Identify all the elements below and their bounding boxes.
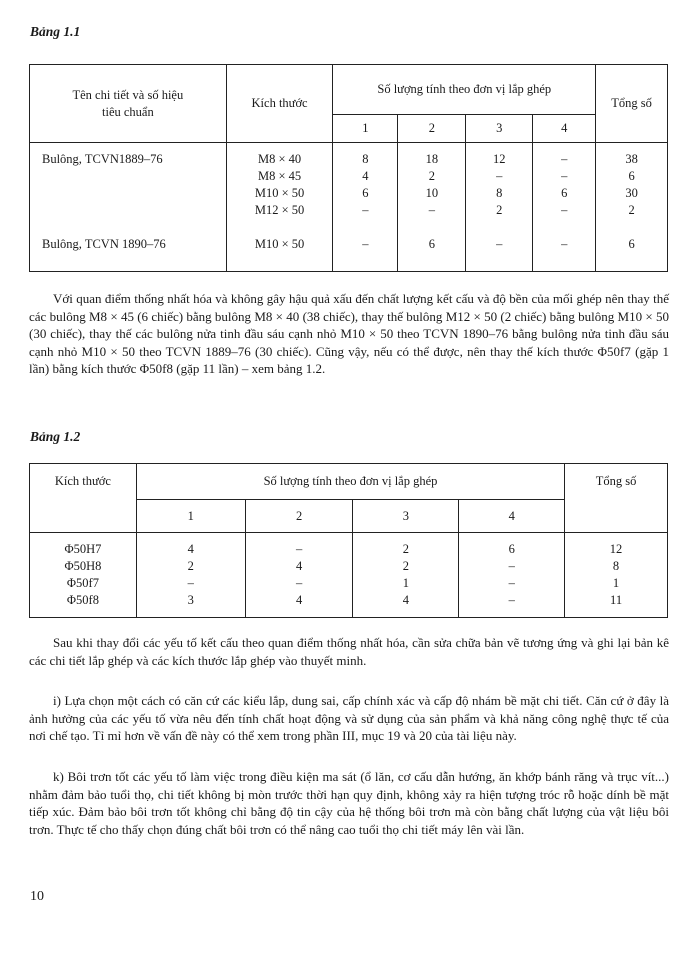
t2-cell: –	[187, 576, 194, 590]
t1-cell: 8	[362, 152, 369, 166]
t1-cell: –	[561, 152, 568, 166]
t2-cell: –	[508, 593, 515, 607]
t1-cell: –	[362, 203, 369, 217]
table2-caption: Bảng 1.2	[30, 429, 81, 444]
t1-size-row1: M8 × 40	[257, 152, 302, 166]
t2-cell: 3	[187, 593, 194, 607]
t1-unit-2: 2	[398, 115, 466, 143]
t1-cell: 6	[628, 169, 635, 183]
t1-cell: 2	[496, 203, 503, 217]
t2-unit-2: 2	[245, 500, 353, 533]
t2-col-u1	[136, 533, 245, 618]
t1-cell: 2	[428, 169, 435, 183]
t1-cell: –	[496, 169, 503, 183]
t2-cell: 1	[402, 576, 410, 590]
t1-cell: 6	[561, 186, 568, 200]
t2-cell: 12	[609, 542, 623, 556]
t1-cell: –	[561, 169, 568, 183]
t2-cell: 4	[295, 559, 303, 573]
t2-col-u2	[245, 533, 353, 618]
t1-unit-1: 1	[333, 115, 398, 143]
t1-header-total: Tổng số	[596, 65, 668, 143]
t2-header-qty: Số lượng tính theo đơn vị lắp ghép	[136, 464, 564, 500]
t2-header-total: Tổng số	[565, 464, 668, 533]
t1-cell: 10	[425, 186, 439, 200]
t2-header-size: Kích thước	[30, 464, 137, 533]
t2-col-u4	[459, 533, 565, 618]
t2-cell: 6	[508, 542, 515, 556]
page-number: 10	[30, 889, 44, 904]
t1-header-name: Tên chi tiết và số hiệu tiêu chuẩn	[30, 65, 227, 143]
table1-caption: Bảng 1.1	[30, 24, 81, 39]
t1-group2-name: Bulông, TCVN 1890–76	[42, 237, 166, 251]
t1-size-row5: M10 × 50	[254, 237, 305, 251]
paragraph-4: k) Bôi trơn tốt các yếu tố làm việc trong điều kiện ma sát (ổ lăn, cơ cấu dẫn hướng, ăn khớp bánh răng và trục vít...) nhằm đảm bảo tuổi thọ, chi tiết không bị mòn trước thời hạn quy định, không xảy ra hiện tượng tróc rỗ hoặc dính bề mặt tiếp xúc. Đảm bảo bôi trơn tốt không chỉ bằng độ tin cậy của hệ thống bôi trơn mà còn bằng chất lượng của vật liệu bôi trơn. Thực tế cho thấy chọn đúng chất bôi trơn có thể nâng cao tuổi thọ chi tiết máy lên vài lần.	[29, 769, 669, 837]
t2-cell: Φ50f7	[66, 576, 99, 590]
t1-cell: –	[496, 237, 503, 251]
t2-col-total	[565, 533, 668, 618]
t2-cell: 4	[402, 593, 410, 607]
t1-col-u2	[398, 143, 466, 272]
t2-cell: 11	[610, 593, 623, 607]
t1-cell: 8	[496, 186, 503, 200]
t2-cell: –	[295, 542, 303, 556]
t1-header-qty: Số lượng tính theo đơn vị lắp ghép	[333, 65, 596, 115]
paragraph-1: Với quan điểm thống nhất hóa và không gây hậu quả xấu đến chất lượng kết cấu và độ bền của mối ghép nên thay thế các bulông M8 × 45 (6 chiếc) bằng bulông M8 × 40 (38 chiếc), thay thế bulông M12 × 50 (2 chiếc) bằng bulông M10 × 50 (30 chiếc), thay thế các bulông nửa tinh đầu sáu cạnh nhỏ M10 × 50 theo TCVN 1890–76 bằng bulông nửa tinh đầu sáu cạnh nhỏ M10 × 50 theo TCVN 1889–76 (30 chiếc). Cũng vậy, nếu có thể được, nên thay thế kích thước Φ50f7 (gặp 1 lần) bằng kích thước Φ50f8 (gặp 11 lần) – xem bảng 1.2.	[29, 291, 669, 377]
t1-cell: –	[428, 203, 435, 217]
t1-sizes	[226, 143, 333, 272]
t1-cell: 2	[628, 203, 635, 217]
t1-size-row4: M12 × 50	[254, 203, 305, 217]
t2-unit-4: 4	[459, 500, 565, 533]
t2-cell: 4	[295, 593, 303, 607]
t1-col-u3	[466, 143, 533, 272]
t1-cell: 38	[625, 152, 638, 166]
t2-cell: Φ50H8	[64, 559, 102, 573]
t2-cell: –	[508, 559, 515, 573]
t1-col-u1	[333, 143, 398, 272]
t1-unit-4: 4	[533, 115, 596, 143]
t2-cell: Φ50H7	[64, 542, 102, 556]
table-1-1	[29, 64, 668, 272]
t2-cell: –	[295, 576, 303, 590]
t1-col-u4	[533, 143, 596, 272]
t1-cell: –	[362, 237, 369, 251]
t1-cell: 6	[362, 186, 369, 200]
t1-col-total	[596, 143, 668, 272]
t1-body-names	[30, 143, 227, 272]
t2-cell: 4	[187, 542, 194, 556]
t2-cell: Φ50f8	[66, 593, 99, 607]
t2-col-u3	[353, 533, 459, 618]
t1-cell: 6	[428, 237, 435, 251]
t2-cell: 2	[187, 559, 194, 573]
t2-cell: 8	[612, 559, 620, 573]
t2-cell: 2	[402, 542, 410, 556]
t1-cell: 6	[628, 237, 635, 251]
t2-sizes	[30, 533, 137, 618]
t2-cell: 1	[612, 576, 620, 590]
t1-unit-3: 3	[466, 115, 533, 143]
t2-cell: 2	[402, 559, 410, 573]
t1-cell: 12	[493, 152, 506, 166]
t2-unit-1: 1	[136, 500, 245, 533]
t1-size-row2: M8 × 45	[257, 169, 302, 183]
paragraph-2: Sau khi thay đổi các yếu tố kết cấu theo quan điểm thống nhất hóa, cần sửa chữa bản vẽ tương ứng và ghi lại bản kê các chi tiết lắp ghép và các kích thước lắp ghép vào thuyết minh.	[29, 635, 669, 668]
t1-size-row3: M10 × 50	[254, 186, 305, 200]
paragraph-3: i) Lựa chọn một cách có căn cứ các kiểu lắp, dung sai, cấp chính xác và cấp độ nhám bề mặt chi tiết. Căn cứ ở đây là ảnh hưởng của các yếu tố vừa nêu đến tính chất hoạt động và sử dụng của sản phẩm và khả năng công nghệ thực tế của nơi chế tạo. Tỉ mỉ hơn về vấn đề này có thể xem trong phần III, mục 19 và 20 của tài liệu này.	[29, 693, 669, 744]
t1-cell: 30	[625, 186, 638, 200]
t1-cell: –	[561, 203, 568, 217]
t2-unit-3: 3	[353, 500, 459, 533]
t1-cell: 18	[425, 152, 439, 166]
table-1-2	[29, 463, 668, 618]
t1-cell: 4	[362, 169, 369, 183]
t1-cell: –	[561, 237, 568, 251]
t1-header-size: Kích thước	[226, 65, 333, 143]
t1-group1-name: Bulông, TCVN1889–76	[42, 152, 163, 166]
t2-cell: –	[508, 576, 515, 590]
